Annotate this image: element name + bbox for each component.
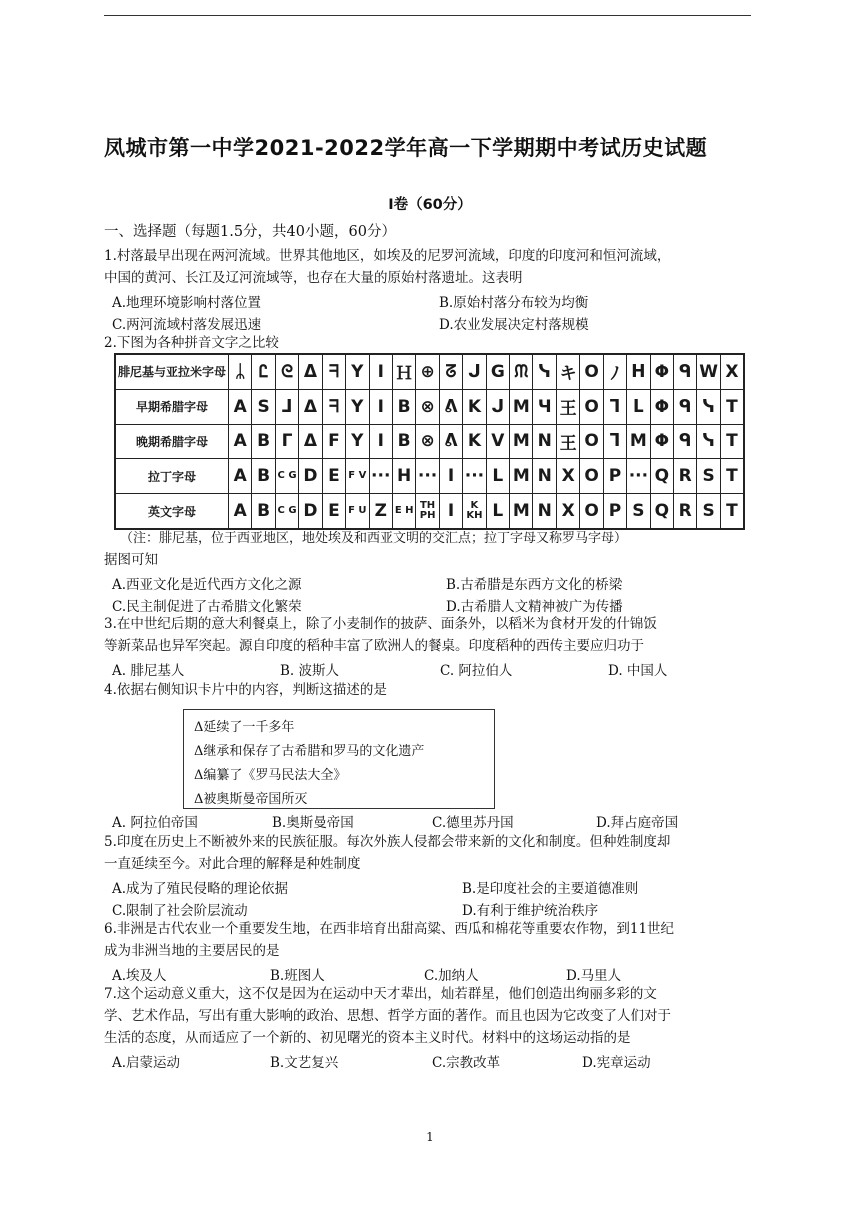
page-number: 1 [426,1130,434,1144]
q1-stem-line1: 1.村落最早出现在两河流域。世界其他地区，如埃及的尼罗河流域，印度的印度河和恒河流域， [104,248,671,264]
alphabet-row-label: 腓尼基与亚拉米字母 [115,354,229,389]
alphabet-row [115,424,744,459]
letter-cell: ᛦ [229,354,252,389]
q1-stem-line2: 中国的黄河、长江及辽河流域等，也存在大量的原始村落遗址。这表明 [104,270,523,286]
letter-cell: M [510,424,533,459]
q4-option-d: D.拜占庭帝国 [596,815,679,831]
letter-cell: P [603,459,626,494]
letter-cell: ᓭ [533,354,556,389]
letter-cell: I [439,494,462,529]
letter-cell: M [627,424,650,459]
letter-cell: ᑫ [674,424,697,459]
letter-cell: Q [650,459,673,494]
q6-option-c: C.加纳人 [424,968,479,984]
q6-stem-line1: 6.非洲是古代农业一个重要发生地，在西非培育出甜高粱、西瓜和棉花等重要农作物，到11世纪 [104,921,675,937]
q1-option-b: B.原始村落分布较为均衡 [439,295,589,311]
letter-cell: S [252,389,275,424]
q3-option-c: C. 阿拉伯人 [440,663,513,679]
letter-cell: P [603,494,626,529]
q3-option-d: D. 中国人 [608,663,668,679]
letter-cell: E [322,459,345,494]
letter-cell: ··· [369,459,392,494]
letter-cell: ᒧ [275,389,298,424]
letter-cell: G [486,354,509,389]
letter-cell: N [533,424,556,459]
q5-option-c: C.限制了社会阶层流动 [112,903,248,919]
letter-cell: Ꮭ [252,354,275,389]
letter-cell: A [229,459,252,494]
header-rule [104,15,751,16]
letter-cell: ﾉ [603,354,626,389]
letter-cell: S [697,459,720,494]
q2-option-b: B.古希腊是东西方文化的桥梁 [446,577,623,593]
letter-cell: Δ [299,424,322,459]
letter-cell: B [252,459,275,494]
q7-stem-line2: 学、艺术作品，写出有重大影响的政治、思想、哲学方面的著作。而且也因为它改变了人们对于 [104,1008,671,1024]
q1-option-a: A.地理环境影响村落位置 [112,295,262,311]
q7-option-c: C.宗教改革 [432,1055,501,1071]
knowledge-card [183,709,495,809]
letter-cell: F [322,424,345,459]
letter-cell: キ [556,354,579,389]
letter-cell: ᒍ [486,389,509,424]
letter-cell: Φ [650,424,673,459]
letter-cell: M [510,494,533,529]
q3-option-a: A. 腓尼基人 [112,663,185,679]
letter-cell: I [439,459,462,494]
letter-cell: ᕕ [439,424,462,459]
page-title: 凤城市第一中学2021-2022学年高一下学期期中考试历史试题 [104,136,708,160]
letter-cell: X [556,494,579,529]
letter-cell: W [697,354,720,389]
letter-cell: R [674,494,697,529]
letter-cell: ᓭ [697,424,720,459]
letter-cell: I [369,424,392,459]
letter-cell: ᘔ [439,354,462,389]
letter-cell: T [720,494,744,529]
letter-cell: M [510,389,533,424]
q7-stem-line3: 生活的态度，从而适应了一个新的、初见曙光的资本主义时代。材料中的这场运动指的是 [104,1030,631,1046]
letter-cell: ᒍ [463,354,486,389]
letter-cell: Φ [650,354,673,389]
letter-cell: ··· [463,459,486,494]
letter-cell: ᕼ [627,354,650,389]
letter-cell: L [486,494,509,529]
letter-cell: N [533,459,556,494]
q6-option-d: D.马里人 [566,968,622,984]
letter-cell: 王 [556,424,579,459]
q3-stem-line1: 3.在中世纪后期的意大利餐桌上，除了小麦制作的披萨、面条外，以稻米为食材开发的什锦饭 [104,616,657,632]
q1-option-d: D.农业发展决定村落规模 [439,317,589,333]
letter-cell: O [580,424,603,459]
letter-cell: Γ [275,424,298,459]
letter-cell: O [580,494,603,529]
section-heading: 一、选择题（每题1.5分，共40小题，60分） [104,224,396,240]
alphabet-row-label: 晚期希腊字母 [115,424,229,459]
letter-cell: C G [275,494,298,529]
letter-cell: ··· [627,459,650,494]
letter-cell: Y [346,424,369,459]
letter-cell: ᖷ [322,389,345,424]
letter-cell: ᒣ [603,389,626,424]
q2-option-a: A.西亚文化是近代西方文化之源 [112,577,302,593]
letter-cell: B [252,424,275,459]
letter-cell: O [580,459,603,494]
alphabet-comparison-table [114,353,745,530]
letter-cell: S [627,494,650,529]
alphabet-row-label: 早期希腊字母 [115,389,229,424]
q5-option-d: D.有利于维护统治秩序 [462,903,599,919]
letter-cell: ᓭ [697,389,720,424]
alphabet-row-label: 英文字母 [115,494,229,529]
letter-cell: T [720,424,744,459]
q7-option-a: A.启蒙运动 [112,1055,181,1071]
letter-cell: ᐃ [299,354,322,389]
letter-cell: I [369,389,392,424]
letter-cell: Φ [650,389,673,424]
letter-cell: K [463,389,486,424]
letter-cell: ᘓ [275,354,298,389]
letter-cell: I [369,354,392,389]
letter-cell: B [392,389,415,424]
letter-cell: ⊕ [416,354,439,389]
letter-cell: O [580,389,603,424]
letter-cell: V [486,424,509,459]
q7-option-d: D.宪章运动 [582,1055,651,1071]
letter-cell: Y [346,354,369,389]
q4-option-c: C.德里苏丹国 [432,815,514,831]
q3-stem-line2: 等新菜品也异军突起。源自印度的稻种丰富了欧洲人的餐桌。印度稻种的西传主要应归功于 [104,638,644,654]
card-line: Δ继承和保存了古希腊和罗马的文化遗产 [194,744,425,759]
letter-cell: X [556,459,579,494]
q2-lead: 据图可知 [104,552,158,568]
letter-cell: ᒣ [603,424,626,459]
letter-cell: TH PH [416,494,439,529]
card-line: Δ被奥斯曼帝国所灭 [194,792,308,807]
letter-cell: Ｈ [392,354,415,389]
letter-cell: E H [392,494,415,529]
q4-option-a: A. 阿拉伯帝国 [112,815,198,831]
letter-cell: O [580,354,603,389]
letter-cell: F U [346,494,369,529]
letter-cell: X [720,354,744,389]
volume-heading: Ⅰ卷（60分） [388,197,472,213]
letter-cell: L [486,459,509,494]
letter-cell: ᒪ [627,389,650,424]
q5-stem-line1: 5.印度在历史上不断被外来的民族征服。每次外族人侵都会带来新的文化和制度。但种姓制度却 [104,834,671,850]
letter-cell: K KH [463,494,486,529]
letter-cell: Q [650,494,673,529]
alphabet-row [115,354,744,389]
letter-cell: Ч [533,389,556,424]
q5-option-b: B.是印度社会的主要道德准则 [462,881,639,897]
letter-cell: ᙏ [510,354,533,389]
q4-stem: 4.依据右侧知识卡片中的内容，判断这描述的是 [104,682,387,698]
q5-option-a: A.成为了殖民侵略的理论依据 [112,881,289,897]
letter-cell: ᑫ [674,354,697,389]
letter-cell: Δ [299,389,322,424]
letter-cell: K [463,424,486,459]
letter-cell: A [229,424,252,459]
letter-cell: B [392,424,415,459]
q3-option-b: B. 波斯人 [280,663,340,679]
letter-cell: F V [346,459,369,494]
letter-cell: ⊗ [416,424,439,459]
letter-cell: D [299,494,322,529]
card-line: Δ延续了一千多年 [194,720,295,735]
q2-option-d: D.古希腊人文精神被广为传播 [446,599,623,615]
letter-cell: ··· [416,459,439,494]
letter-cell: S [697,494,720,529]
q1-option-c: C.两河流域村落发展迅速 [112,317,262,333]
letter-cell: ᕕ [439,389,462,424]
letter-cell: C G [275,459,298,494]
letter-cell: Y [346,389,369,424]
q2-option-c: C.民主制促进了古希腊文化繁荣 [112,599,302,615]
letter-cell: ᖷ [322,354,345,389]
letter-cell: E [322,494,345,529]
q5-stem-line2: 一直延续至今。对此合理的解释是种姓制度 [104,856,361,872]
letter-cell: H [392,459,415,494]
q7-stem-line1: 7.这个运动意义重大，这不仅是因为在运动中天才辈出，灿若群星，他们创造出绚丽多彩的文 [104,986,657,1002]
letter-cell: R [674,459,697,494]
q6-option-a: A.埃及人 [112,968,167,984]
letter-cell: ⊗ [416,389,439,424]
letter-cell: ᑫ [674,389,697,424]
letter-cell: T [720,459,744,494]
letter-cell: M [510,459,533,494]
letter-cell: D [299,459,322,494]
q4-option-b: B.奥斯曼帝国 [272,815,354,831]
alphabet-row-label: 拉丁字母 [115,459,229,494]
alphabet-row [115,459,744,494]
q2-note: （注：腓尼基，位于西亚地区，地处埃及和西亚文明的交汇点；拉丁字母又称罗马字母） [120,531,628,546]
letter-cell: A [229,494,252,529]
card-line: Δ编纂了《罗马民法大全》 [194,768,347,783]
q6-option-b: B.班图人 [270,968,325,984]
letter-cell: 王 [556,389,579,424]
alphabet-row [115,389,744,424]
alphabet-row [115,494,744,529]
q6-stem-line2: 成为非洲当地的主要居民的是 [104,943,280,959]
q2-stem: 2.下图为各种拼音文字之比较 [104,335,279,351]
q7-option-b: B.文艺复兴 [270,1055,339,1071]
letter-cell: Z [369,494,392,529]
letter-cell: A [229,389,252,424]
letter-cell: T [720,389,744,424]
letter-cell: B [252,494,275,529]
letter-cell: N [533,494,556,529]
